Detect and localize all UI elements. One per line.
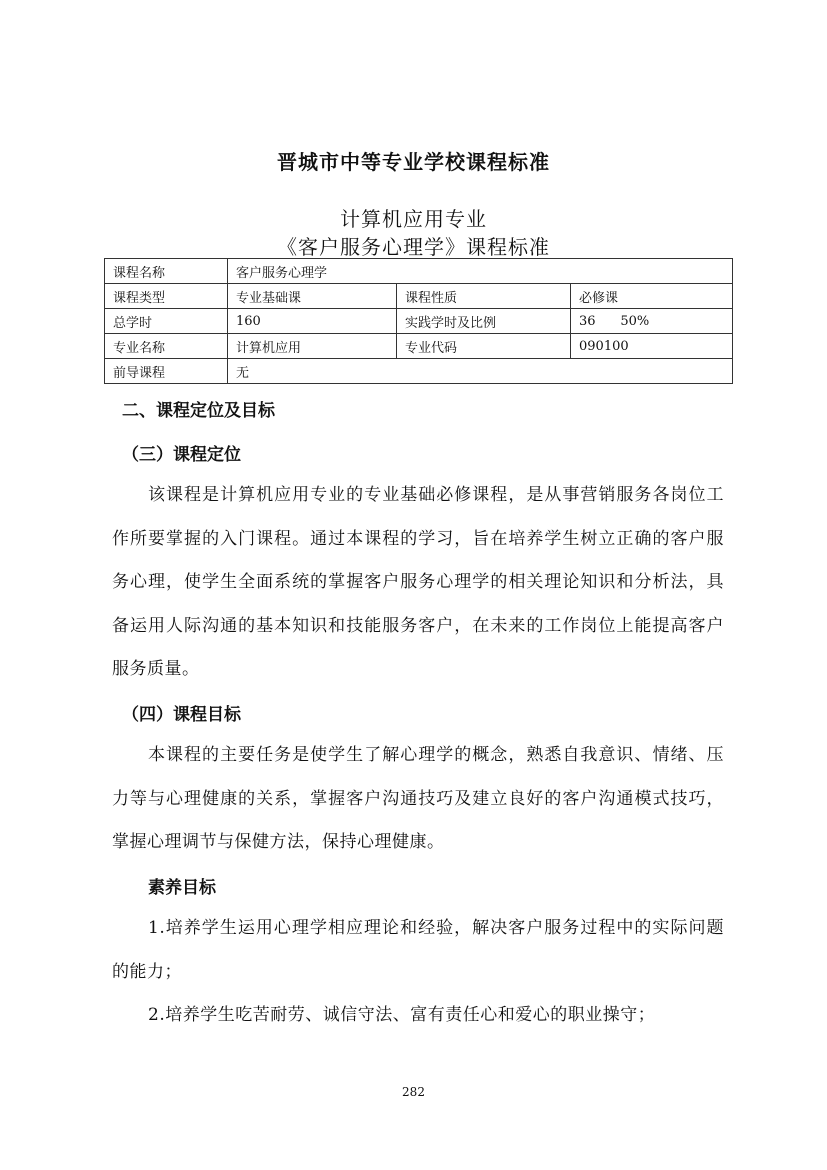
page-number: 282 xyxy=(402,1085,425,1099)
major-name-label: 专业名称 xyxy=(105,334,228,359)
table-row xyxy=(105,284,733,309)
total-hours-label: 总学时 xyxy=(105,309,228,334)
major-code-label: 专业代码 xyxy=(397,334,571,359)
table-row xyxy=(105,334,733,359)
total-hours-value: 160 xyxy=(228,309,397,334)
page-title: 晋城市中等专业学校课程标准 xyxy=(277,150,550,174)
table-row xyxy=(105,309,733,334)
section-heading: 二、课程定位及目标 xyxy=(122,401,275,421)
course-nature-value: 必修课 xyxy=(571,284,733,309)
course-subtitle: 《客户服务心理学》课程标准 xyxy=(277,235,550,259)
course-objectives-paragraph: 本课程的主要任务是使学生了解心理学的概念，熟悉自我意识、情绪、压力等与心理健康的关系，掌握客户沟通技巧及建立良好的客户沟通模式技巧，掌握心理调节与保健方法，保持心理健康。 xyxy=(112,745,724,852)
practice-hours-label: 实践学时及比例 xyxy=(397,309,571,334)
table-row xyxy=(105,259,733,284)
course-position-paragraph: 该课程是计算机应用专业的专业基础必修课程，是从事营销服务各岗位工作所要掌握的入门课程。通过本课程的学习，旨在培养学生树立正确的客户服务心理，使学生全面系统的掌握客户服务心理学的相关理论知识和分析法，具备运用人际沟通的基本知识和技能服务客户，在未来的工作岗位上能提高客户服务质量。 xyxy=(112,485,724,679)
course-info-table xyxy=(104,258,733,384)
list-item: 1.培养学生运用心理学相应理论和经验，解决客户服务过程中的实际问题的能力； xyxy=(112,918,724,982)
major-name-value: 计算机应用 xyxy=(228,334,397,359)
literacy-objectives-heading: 素养目标 xyxy=(148,878,216,898)
course-objectives-heading: （四）课程目标 xyxy=(122,705,241,725)
course-name-label: 课程名称 xyxy=(105,259,228,284)
course-type-value: 专业基础课 xyxy=(228,284,397,309)
course-nature-label: 课程性质 xyxy=(397,284,571,309)
prereq-label: 前导课程 xyxy=(105,359,228,384)
major-subtitle: 计算机应用专业 xyxy=(340,207,487,231)
course-type-label: 课程类型 xyxy=(105,284,228,309)
major-code-value: 090100 xyxy=(571,334,733,359)
list-item: 2.培养学生吃苦耐劳、诚信守法、富有责任心和爱心的职业操守； xyxy=(148,1005,656,1025)
course-position-heading: （三）课程定位 xyxy=(122,445,241,465)
course-name-value: 客户服务心理学 xyxy=(228,259,733,284)
practice-hours-value: 36 50% xyxy=(571,309,733,334)
table-row xyxy=(105,359,733,384)
prereq-value: 无 xyxy=(228,359,733,384)
